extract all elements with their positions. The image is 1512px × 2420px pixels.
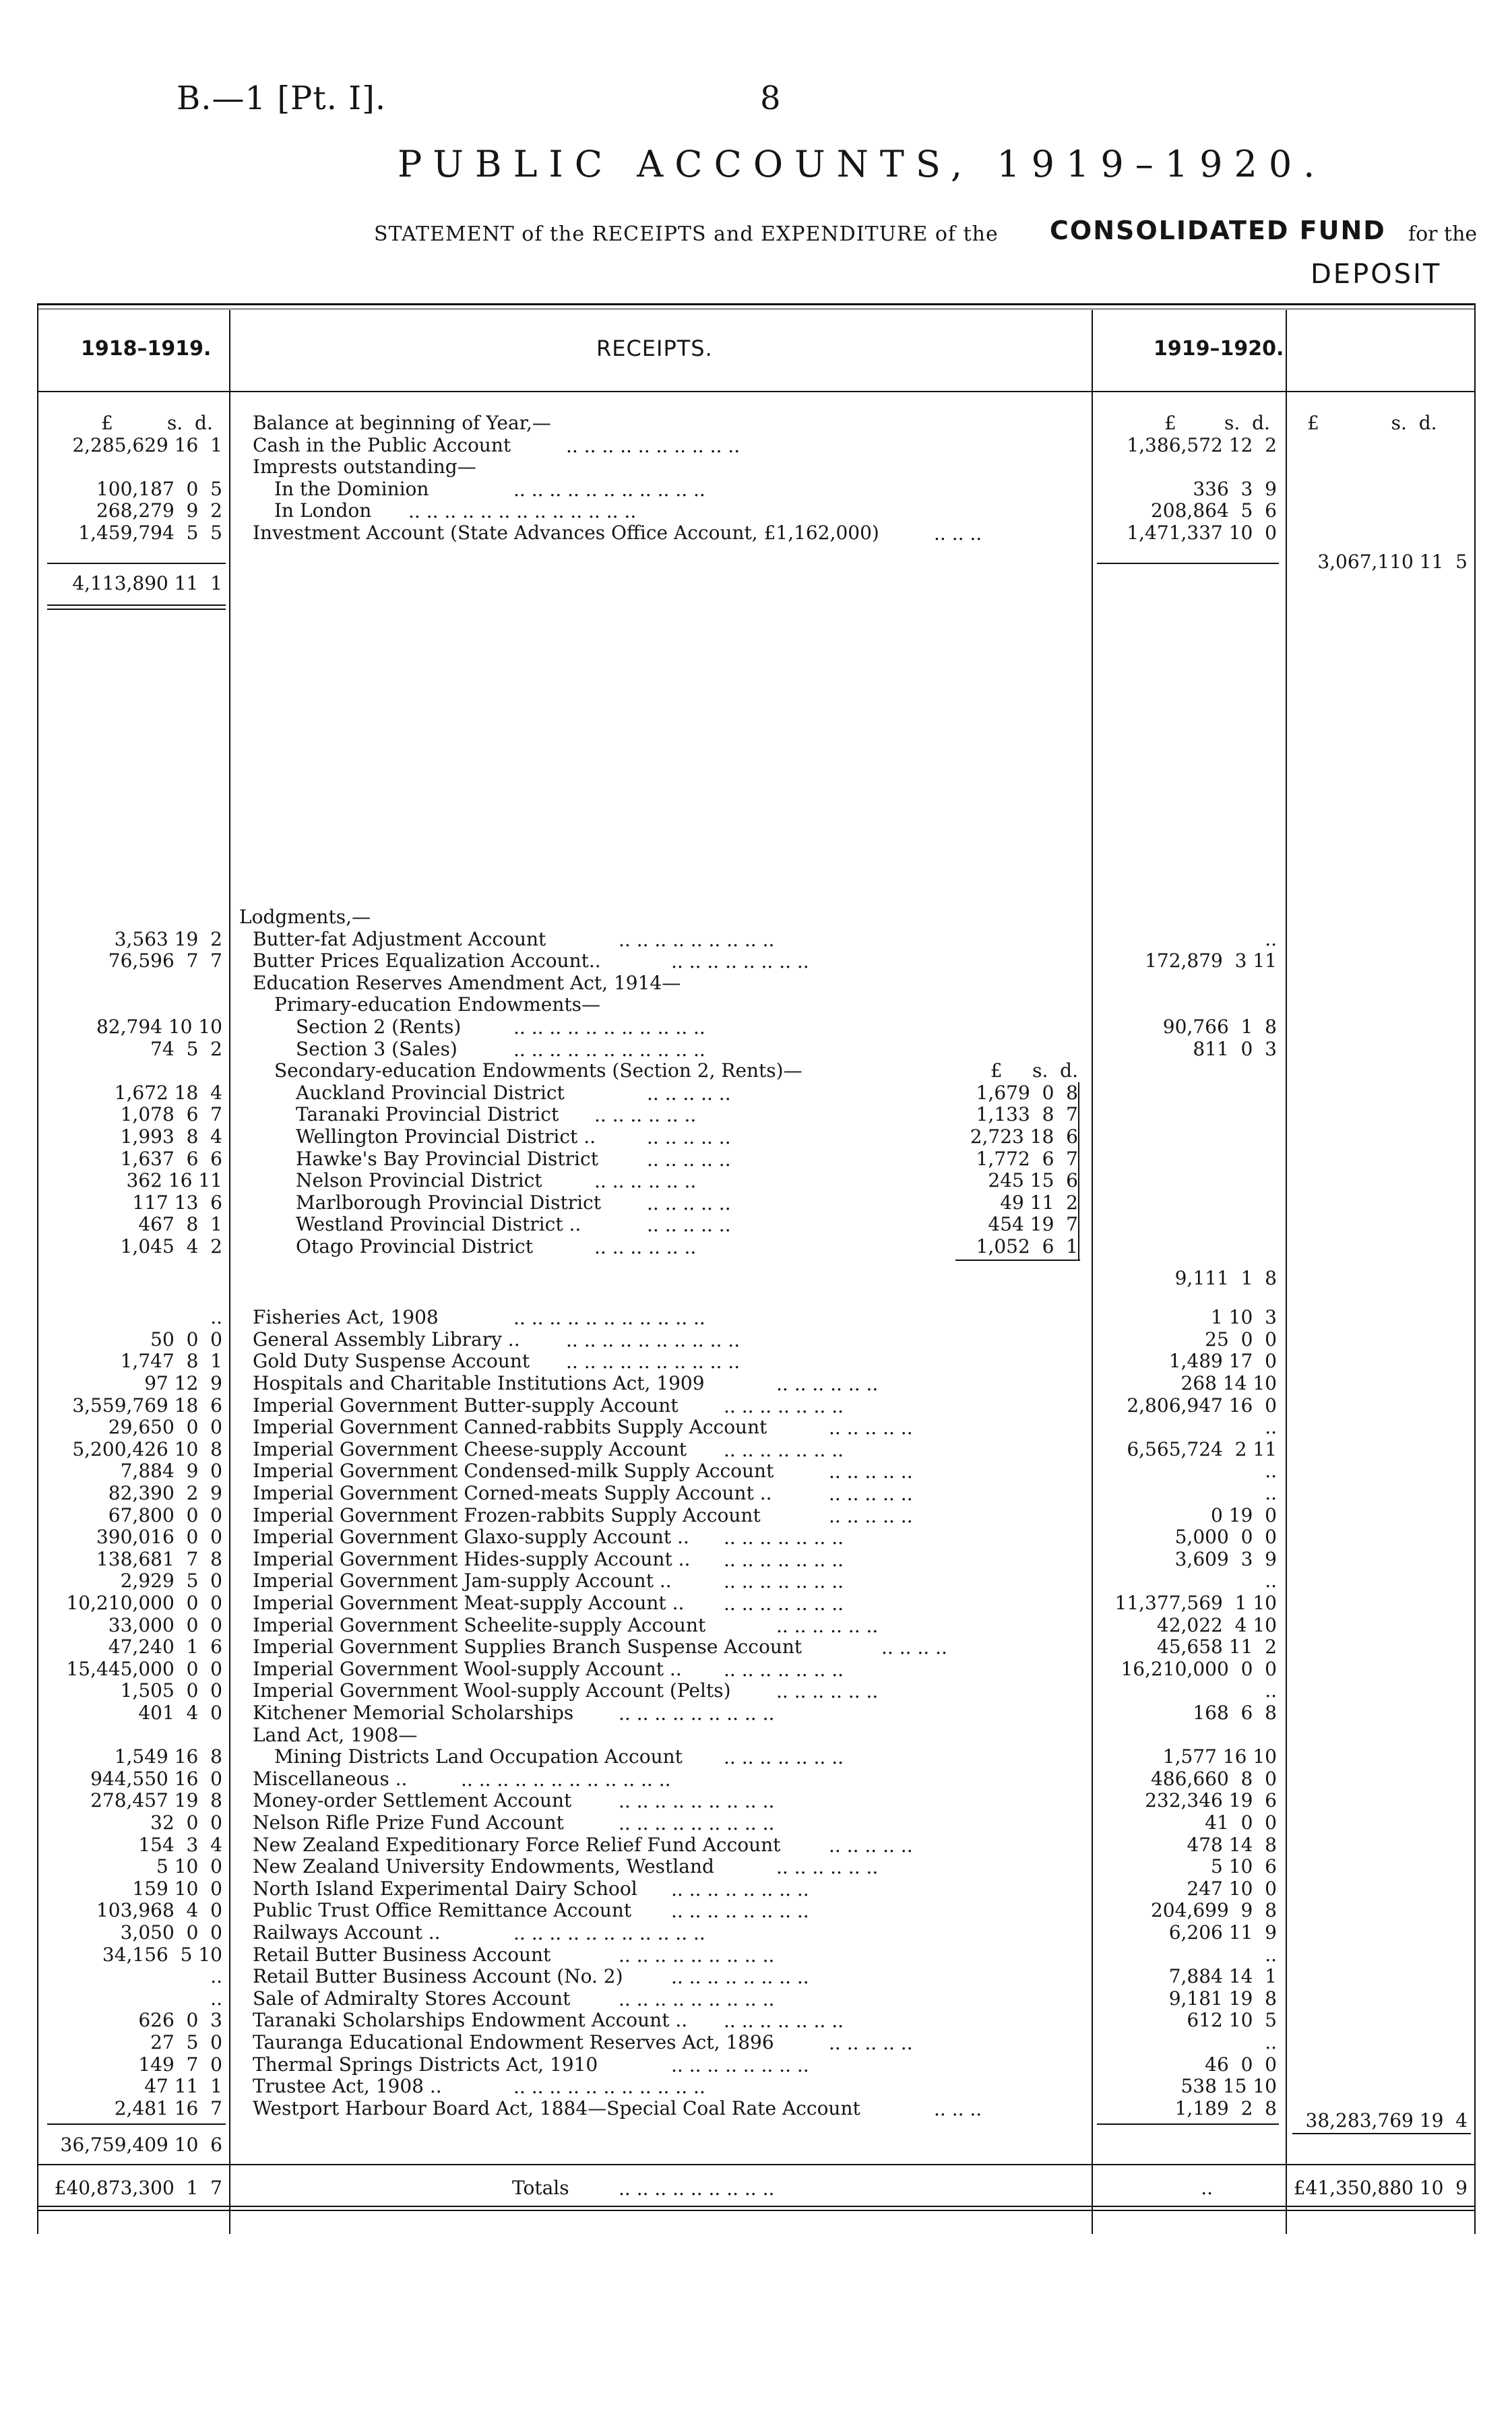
leader-dots: .. .. .. .. .. .. .. .. .. .. .. — [513, 1307, 705, 1330]
col-heading-prev-year: 1918–1919. — [81, 337, 212, 361]
totals-bottom-rule — [37, 2206, 1476, 2207]
line-item-label: Money-order Settlement Account — [253, 1789, 572, 1812]
line-item-label: Secondary-education Endowments (Section 2, Rents)— — [274, 1059, 802, 1082]
prev-amount: 268,279 9 2 — [96, 499, 222, 522]
curr-subtotal: 38,283,769 19 4 — [1305, 2109, 1468, 2132]
curr-amount: 46 0 0 — [1205, 2053, 1277, 2076]
sub-column-rule — [1078, 1082, 1079, 1260]
prev-amount: 5 10 0 — [156, 1855, 222, 1878]
prev-amount: 3,050 0 0 — [120, 1921, 222, 1944]
leader-dots: .. .. .. .. .. .. .. .. .. .. .. .. — [461, 1768, 671, 1791]
prev-amount: 117 13 6 — [132, 1191, 222, 1214]
curr-amount: 811 0 3 — [1193, 1037, 1277, 1060]
line-item-label: Public Trust Office Remittance Account — [253, 1899, 632, 1922]
total-prev: £40,873,300 1 7 — [54, 2177, 222, 2200]
prev-amount: 33,000 0 0 — [108, 1613, 222, 1636]
prev-amount: 5,200,426 10 8 — [72, 1437, 222, 1460]
subtotal-rule — [47, 563, 226, 564]
prev-amount: 50 0 0 — [150, 1328, 222, 1351]
leader-dots: .. .. .. .. .. .. .. .. .. .. — [566, 1351, 741, 1373]
leader-dots: .. .. .. .. .. .. .. .. — [671, 1966, 809, 1989]
line-item-label: Retail Butter Business Account (No. 2) — [253, 1965, 623, 1988]
leader-dots: .. .. .. .. .. .. .. — [724, 1592, 844, 1615]
curr-amount: .. — [1265, 1482, 1277, 1504]
line-item-label: Nelson Provincial District — [296, 1169, 542, 1192]
leader-dots: .. .. .. .. .. .. — [594, 1104, 697, 1127]
leader-dots: .. .. .. .. .. .. .. .. .. — [619, 1790, 775, 1813]
totals-bottom-rule-2 — [37, 2210, 1476, 2211]
line-item-label: Hospitals and Charitable Institutions Act, 1909 — [253, 1372, 705, 1394]
prev-amount: 154 3 4 — [138, 1833, 222, 1856]
line-item-label: Imperial Government Supplies Branch Suspense Account — [253, 1636, 802, 1658]
prev-amount: 159 10 0 — [132, 1877, 222, 1900]
leader-dots: .. .. .. .. .. .. — [776, 1614, 879, 1637]
line-item-label: Imperial Government Corned-meats Supply Account .. — [253, 1482, 772, 1504]
leader-dots: .. .. .. .. .. — [647, 1126, 731, 1148]
leader-dots: .. .. .. .. .. .. — [776, 1856, 879, 1879]
sub-amount: 2,723 18 6 — [970, 1125, 1078, 1148]
leader-dots: .. .. .. .. .. .. — [594, 1236, 697, 1258]
leader-dots: .. .. .. .. .. .. .. — [724, 1526, 844, 1549]
line-item-label: North Island Experimental Dairy School — [253, 1877, 637, 1900]
line-item-label: Imperial Government Wool-supply Account .. — [253, 1657, 682, 1680]
prev-amount: 1,549 16 8 — [114, 1745, 222, 1768]
leader-dots: .. .. .. — [934, 522, 982, 545]
line-item-label: Section 3 (Sales) — [296, 1037, 458, 1060]
leader-dots: .. .. .. .. .. .. .. .. .. — [619, 928, 775, 951]
prev-amount: 82,390 2 9 — [108, 1482, 222, 1504]
subtotal-underline — [47, 609, 226, 610]
line-item-label: Imprests outstanding— — [253, 456, 476, 478]
subtotal-rule — [1097, 2123, 1279, 2125]
unit-prev: £ s. d. — [101, 412, 213, 434]
sub-amount: 1,772 6 7 — [976, 1147, 1078, 1170]
line-item-label: Imperial Government Meat-supply Account .. — [253, 1592, 685, 1614]
line-item-label: Westland Provincial District .. — [296, 1213, 581, 1236]
line-item-label: General Assembly Library .. — [253, 1328, 520, 1351]
leader-dots: .. .. .. .. .. .. .. — [724, 1658, 844, 1681]
leader-dots: .. .. .. .. — [881, 1636, 947, 1659]
prev-amount: 2,481 16 7 — [114, 2097, 222, 2119]
prev-amount: 390,016 0 0 — [96, 1526, 222, 1549]
curr-amount: 168 6 8 — [1193, 1702, 1277, 1724]
curr-amount: 9,181 19 8 — [1168, 1987, 1277, 2010]
curr-amount: 232,346 19 6 — [1145, 1789, 1277, 1812]
leader-dots: .. .. .. .. .. — [647, 1082, 731, 1105]
prev-amount: 82,794 10 10 — [96, 1016, 222, 1038]
leader-dots: .. .. .. .. .. — [829, 1483, 913, 1505]
curr-amount: 268 14 10 — [1180, 1372, 1277, 1394]
line-item-label: Fisheries Act, 1908 — [253, 1306, 439, 1329]
curr-amount: .. — [1265, 927, 1277, 950]
total-curr-placeholder: .. — [1201, 2177, 1213, 2200]
leader-dots: .. .. .. .. .. — [829, 1504, 913, 1527]
curr-amount: 0 19 0 — [1211, 1503, 1277, 1526]
line-item-label: Imperial Government Scheelite-supply Account — [253, 1613, 706, 1636]
line-item-label: In London — [274, 499, 372, 522]
prev-amount: 1,747 8 1 — [120, 1350, 222, 1373]
leader-dots: .. .. .. .. .. .. .. .. .. .. .. — [513, 2076, 705, 2099]
leader-dots: .. .. .. .. .. .. .. — [724, 1438, 844, 1461]
prev-amount: .. — [210, 1306, 222, 1329]
prev-amount: 278,457 19 8 — [90, 1789, 222, 1812]
prev-amount: 2,285,629 16 1 — [72, 433, 222, 456]
statement-prefix: STATEMENT of the RECEIPTS and EXPENDITURE of the — [374, 222, 999, 246]
prev-amount: 944,550 16 0 — [90, 1767, 222, 1790]
leader-dots: .. .. .. .. .. .. .. .. — [671, 1900, 809, 1923]
curr-amount: .. — [1265, 1679, 1277, 1702]
secondary-units: £ s. d. — [990, 1059, 1078, 1082]
prev-amount: 401 4 0 — [138, 1702, 222, 1724]
leader-dots: .. .. .. .. .. .. .. .. .. .. .. — [513, 1038, 705, 1061]
prev-amount: 1,045 4 2 — [120, 1235, 222, 1258]
curr-amount: 5 10 6 — [1211, 1855, 1277, 1878]
leader-dots: .. .. .. .. .. — [829, 2032, 913, 2054]
curr-amount: 45,658 11 2 — [1156, 1636, 1277, 1658]
line-item-label: Imperial Government Frozen-rabbits Supply Account — [253, 1503, 761, 1526]
leader-dots: .. .. .. .. .. .. .. .. .. — [619, 1812, 775, 1834]
leader-dots: .. .. .. .. .. .. — [594, 1170, 697, 1193]
line-item-label: Otago Provincial District — [296, 1235, 533, 1258]
prev-amount: 27 5 0 — [150, 2031, 222, 2053]
leader-dots: .. .. .. .. .. .. .. .. .. .. — [566, 434, 741, 457]
curr-amount: 9,111 1 8 — [1174, 1266, 1277, 1289]
leader-dots: .. .. .. .. .. — [829, 1417, 913, 1439]
total-curr: £41,350,880 10 9 — [1293, 2177, 1468, 2200]
curr-amount: 538 15 10 — [1180, 2075, 1277, 2098]
line-item-label: Mining Districts Land Occupation Account — [274, 1745, 683, 1768]
curr-amount: 486,660 8 0 — [1150, 1767, 1277, 1790]
curr-amount: 1,489 17 0 — [1168, 1350, 1277, 1373]
leader-dots: .. .. .. .. .. .. .. .. .. .. .. — [513, 1922, 705, 1944]
line-item-label: Gold Duty Suspense Account — [253, 1350, 530, 1373]
curr-amount: 1,189 2 8 — [1174, 2097, 1277, 2119]
sub-amount: 454 19 7 — [988, 1213, 1078, 1236]
sub-amount: 245 15 6 — [988, 1169, 1078, 1192]
line-item-label: Land Act, 1908— — [253, 1723, 418, 1746]
leader-dots: .. .. .. .. .. — [829, 1460, 913, 1483]
line-item-label: Investment Account (State Advances Office Account, £1,162,000) — [253, 522, 879, 544]
line-item-label: Imperial Government Jam-supply Account .. — [253, 1570, 672, 1592]
prev-amount: 15,445,000 0 0 — [66, 1657, 222, 1680]
curr-amount: 1,471,337 10 0 — [1127, 522, 1277, 544]
line-item-label: Cash in the Public Account — [253, 433, 511, 456]
leader-dots: .. .. .. .. .. — [647, 1148, 731, 1171]
curr-amount: 208,864 5 6 — [1150, 499, 1277, 522]
curr-amount: 204,699 9 8 — [1150, 1899, 1277, 1922]
prev-amount: 149 7 0 — [138, 2053, 222, 2076]
prev-amount: 1,672 18 4 — [114, 1081, 222, 1104]
prev-amount: 138,681 7 8 — [96, 1547, 222, 1570]
line-item-label: Taranaki Scholarships Endowment Account .. — [253, 2009, 688, 2032]
curr-amount: 25 0 0 — [1205, 1328, 1277, 1351]
line-item-label: Retail Butter Business Account — [253, 1943, 551, 1966]
prev-amount: 29,650 0 0 — [108, 1416, 222, 1439]
prev-amount: 1,993 8 4 — [120, 1125, 222, 1148]
leader-dots: .. .. .. .. .. — [829, 1834, 913, 1857]
col-heading-receipts: RECEIPTS. — [596, 336, 713, 361]
curr-amount: .. — [1265, 1943, 1277, 1966]
for-the-text: for the — [1408, 222, 1478, 246]
subtotal-underline — [47, 604, 226, 606]
line-item-label: Nelson Rifle Prize Fund Account — [253, 1811, 564, 1834]
line-item-label: Miscellaneous .. — [253, 1767, 408, 1790]
curr-amount: 612 10 5 — [1187, 2009, 1277, 2032]
line-item-label: Primary-education Endowments— — [274, 993, 600, 1016]
prev-amount: 362 16 11 — [126, 1169, 222, 1192]
sub-amount: 49 11 2 — [1000, 1191, 1078, 1214]
curr-amount: .. — [1265, 2031, 1277, 2053]
prev-amount: 2,929 5 0 — [120, 1570, 222, 1592]
line-item-label: Imperial Government Condensed-milk Supply Account — [253, 1460, 774, 1483]
line-item-label: Thermal Springs Districts Act, 1910 — [253, 2053, 598, 2076]
prev-amount: 1,637 6 6 — [120, 1147, 222, 1170]
sub-amount: 1,052 6 1 — [976, 1235, 1078, 1258]
prev-amount: 100,187 0 5 — [96, 477, 222, 500]
curr-amount: 11,377,569 1 10 — [1114, 1592, 1277, 1614]
leader-dots: .. .. .. .. .. .. .. .. .. .. .. — [513, 1016, 705, 1038]
prev-subtotal: 4,113,890 11 1 — [72, 572, 222, 594]
leader-dots: .. .. .. .. .. .. .. — [724, 1570, 844, 1593]
leader-dots: .. .. .. .. .. .. .. .. .. .. .. — [513, 478, 705, 501]
prev-subtotal: 36,759,409 10 6 — [60, 2134, 222, 2157]
line-item-label: Section 2 (Rents) — [296, 1016, 462, 1038]
line-item-label: Imperial Government Glaxo-supply Account .. — [253, 1526, 689, 1549]
prev-amount: 7,884 9 0 — [120, 1460, 222, 1483]
leader-dots: .. .. .. .. .. .. — [776, 1373, 879, 1395]
leader-dots: .. .. .. .. .. .. .. .. — [671, 2053, 809, 2076]
subtotal-rule — [47, 2123, 226, 2125]
line-item-label: Imperial Government Canned-rabbits Supply Account — [253, 1416, 767, 1439]
curr-amount: 16,210,000 0 0 — [1121, 1657, 1277, 1680]
curr-amount: 6,206 11 9 — [1168, 1921, 1277, 1944]
prev-amount: 97 12 9 — [144, 1372, 222, 1394]
line-item-label: New Zealand University Endowments, Westland — [253, 1855, 714, 1878]
line-item-label: Imperial Government Cheese-supply Account — [253, 1437, 687, 1460]
balance-heading: Balance at beginning of Year,— — [253, 412, 551, 434]
prev-amount: .. — [210, 1987, 222, 2010]
prev-amount: 10,210,000 0 0 — [66, 1592, 222, 1614]
sub-amount: 1,679 0 8 — [976, 1081, 1078, 1104]
prev-amount: .. — [210, 1965, 222, 1988]
line-item-label: Wellington Provincial District .. — [296, 1125, 596, 1148]
unit-total: £ s. d. — [1307, 412, 1437, 434]
leader-dots: .. .. .. .. .. .. .. .. .. — [619, 1987, 775, 2010]
line-item-label: Kitchener Memorial Scholarships — [253, 1702, 574, 1724]
fund-name: CONSOLIDATED FUND — [1050, 216, 1386, 245]
leader-dots: .. .. .. .. .. .. .. .. .. .. — [566, 1328, 741, 1351]
leader-dots: .. .. .. .. .. .. .. — [724, 1394, 844, 1417]
line-item-label: Imperial Government Wool-supply Account (Pelts) — [253, 1679, 731, 1702]
curr-amount: 172,879 3 11 — [1145, 950, 1277, 972]
deposit-heading: DEPOSIT — [1311, 259, 1442, 290]
totals-label: Totals — [512, 2177, 569, 2200]
line-item-label: New Zealand Expeditionary Force Relief Fund Account — [253, 1833, 781, 1856]
leader-dots: .. .. .. .. .. .. — [776, 1680, 879, 1703]
leader-dots: .. .. .. .. .. .. .. .. .. .. .. .. .. — [408, 500, 637, 523]
prev-amount: 1,459,794 5 5 — [78, 522, 222, 544]
line-item-label: Sale of Admiralty Stores Account — [253, 1987, 571, 2010]
line-item-label: Imperial Government Butter-supply Account — [253, 1394, 679, 1417]
leader-dots: .. .. .. .. .. .. .. .. .. — [619, 2177, 775, 2200]
line-item-label: Hawke's Bay Provincial District — [296, 1147, 598, 1170]
curr-amount: 1,386,572 12 2 — [1127, 433, 1277, 456]
line-item-label: Education Reserves Amendment Act, 1914— — [253, 971, 681, 994]
line-item-label: Railways Account .. — [253, 1921, 441, 1944]
leader-dots: .. .. .. .. .. .. .. .. .. — [619, 1944, 775, 1966]
totals-top-rule — [37, 2164, 1476, 2165]
leader-dots: .. .. .. .. .. .. .. — [724, 2010, 844, 2033]
leader-dots: .. .. .. .. .. .. .. — [724, 1746, 844, 1769]
report-reference: B.—1 [Pt. I]. — [177, 80, 387, 117]
line-item-label: In the Dominion — [274, 477, 429, 500]
curr-amount: 42,022 4 10 — [1156, 1613, 1277, 1636]
leader-dots: .. .. .. .. .. — [647, 1191, 731, 1214]
sub-amount: 1,133 8 7 — [976, 1103, 1078, 1126]
page-number: 8 — [760, 80, 781, 117]
subtotal-rule — [1097, 563, 1279, 564]
leader-dots: .. .. .. .. .. .. .. .. .. — [619, 1702, 775, 1725]
curr-amount: 3,609 3 9 — [1174, 1547, 1277, 1570]
line-item-label: Taranaki Provincial District — [296, 1103, 559, 1126]
prev-amount: 67,800 0 0 — [108, 1503, 222, 1526]
prev-amount: 1,078 6 7 — [120, 1103, 222, 1126]
leader-dots: .. .. .. .. .. — [647, 1214, 731, 1237]
curr-amount: 6,565,724 2 11 — [1127, 1437, 1277, 1460]
line-item-label: Trustee Act, 1908 .. — [253, 2075, 442, 2098]
curr-amount: 41 0 0 — [1205, 1811, 1277, 1834]
line-item-label: Butter-fat Adjustment Account — [253, 927, 546, 950]
line-item-label: Tauranga Educational Endowment Reserves Act, 1896 — [253, 2031, 774, 2053]
curr-amount: 5,000 0 0 — [1174, 1526, 1277, 1549]
lodgments-heading: Lodgments,— — [239, 906, 371, 928]
prev-amount: 103,968 4 0 — [96, 1899, 222, 1922]
curr-amount: 7,884 14 1 — [1168, 1965, 1277, 1988]
prev-amount: 76,596 7 7 — [108, 950, 222, 972]
prev-amount: 32 0 0 — [150, 1811, 222, 1834]
prev-amount: 47,240 1 6 — [108, 1636, 222, 1658]
line-item-label: Westport Harbour Board Act, 1884—Special Coal Rate Account — [253, 2097, 860, 2119]
prev-amount: 74 5 2 — [150, 1037, 222, 1060]
curr-amount: 2,806,947 16 0 — [1127, 1394, 1277, 1417]
prev-amount: 1,505 0 0 — [120, 1679, 222, 1702]
prev-amount: 626 0 3 — [138, 2009, 222, 2032]
prev-amount: 467 8 1 — [138, 1213, 222, 1236]
unit-curr: £ s. d. — [1164, 412, 1270, 434]
curr-amount: 478 14 8 — [1187, 1833, 1277, 1856]
col-heading-curr-year: 1919–1920. — [1154, 337, 1284, 361]
curr-amount: .. — [1265, 1460, 1277, 1483]
curr-amount: 247 10 0 — [1187, 1877, 1277, 1900]
line-item-label: Auckland Provincial District — [296, 1081, 565, 1104]
subtotal-rule — [1292, 2133, 1471, 2134]
curr-amount: 336 3 9 — [1193, 477, 1277, 500]
curr-amount: .. — [1265, 1416, 1277, 1439]
curr-amount: .. — [1265, 1570, 1277, 1592]
curr-subtotal: 3,067,110 11 5 — [1317, 551, 1468, 573]
curr-amount: 1,577 16 10 — [1162, 1745, 1277, 1768]
leader-dots: .. .. .. .. .. .. .. .. — [671, 1878, 809, 1900]
curr-amount: 1 10 3 — [1211, 1306, 1277, 1329]
leader-dots: .. .. .. — [934, 2097, 982, 2120]
prev-amount: 34,156 5 10 — [102, 1943, 222, 1966]
line-item-label: Butter Prices Equalization Account.. — [253, 950, 601, 972]
prev-amount: 3,559,769 18 6 — [72, 1394, 222, 1417]
prev-amount: 47 11 1 — [144, 2075, 222, 2098]
sub-total-rule — [955, 1260, 1080, 1261]
prev-amount: 3,563 19 2 — [114, 927, 222, 950]
line-item-label: Imperial Government Hides-supply Account .. — [253, 1547, 691, 1570]
leader-dots: .. .. .. .. .. .. .. .. — [671, 950, 809, 973]
curr-amount: 90,766 1 8 — [1162, 1016, 1277, 1038]
leader-dots: .. .. .. .. .. .. .. — [724, 1548, 844, 1571]
page-title: PUBLIC ACCOUNTS, 1919–1920. — [398, 143, 1327, 185]
line-item-label: Marlborough Provincial District — [296, 1191, 601, 1214]
